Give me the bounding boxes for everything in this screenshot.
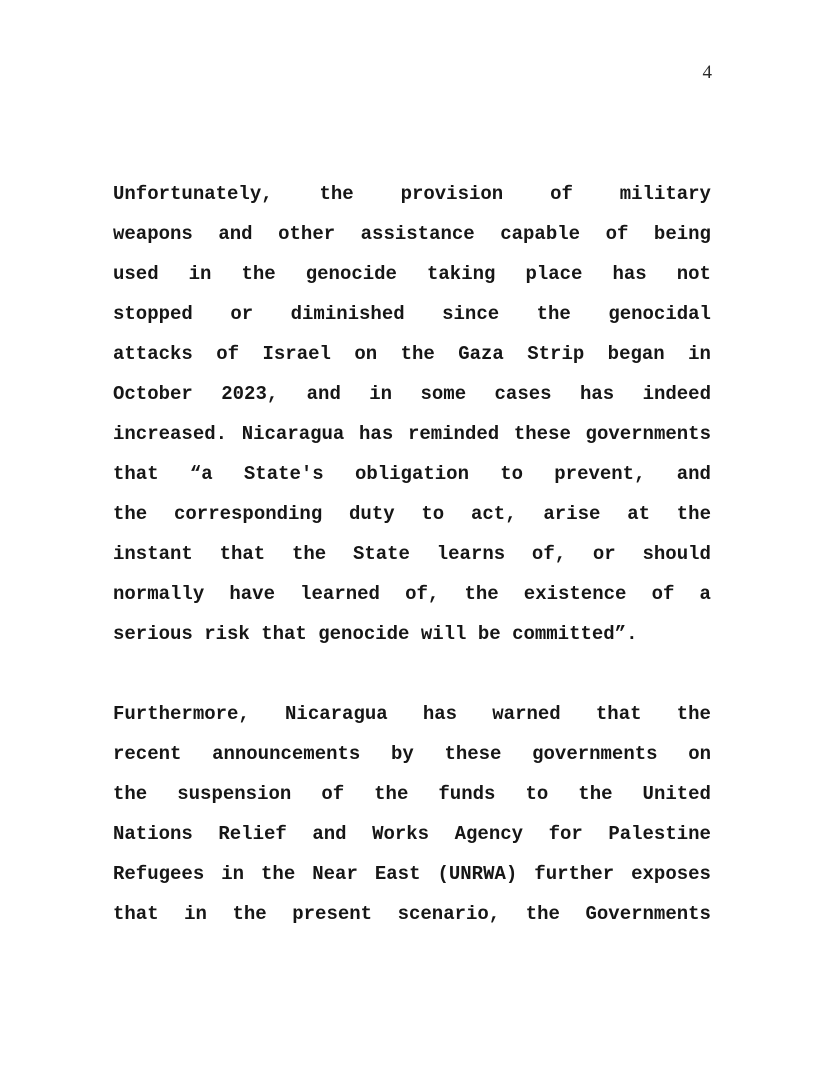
text-line (113, 774, 711, 814)
word: to (525, 783, 549, 805)
word: in (221, 863, 245, 885)
word: that (113, 463, 159, 485)
word: United (642, 783, 711, 805)
word: of (550, 183, 573, 205)
word: act, (471, 503, 517, 525)
word: genocide (305, 263, 397, 285)
text-line (113, 854, 711, 894)
word: that (113, 903, 159, 925)
word: of (216, 343, 240, 365)
word: the (113, 503, 148, 525)
word: to (421, 503, 445, 525)
word: not (676, 263, 711, 285)
word: has (422, 703, 458, 725)
word: the (232, 903, 267, 925)
word: East (374, 863, 421, 885)
word: in (688, 343, 711, 365)
word: of (321, 783, 345, 805)
word: scenario, (397, 903, 501, 925)
word: assistance (360, 223, 475, 245)
word: Strip (527, 343, 585, 365)
word: announcements (212, 743, 361, 765)
text-line (113, 694, 711, 734)
text-line (113, 174, 711, 214)
word: the (374, 783, 409, 805)
word: by (390, 743, 414, 765)
word: began (607, 343, 665, 365)
word: Nations (113, 823, 193, 845)
word: military (619, 183, 711, 205)
word: the (400, 343, 435, 365)
word: being (653, 223, 711, 245)
word: some (420, 383, 467, 405)
word: in (188, 263, 212, 285)
word: Palestine (608, 823, 711, 845)
word: the (578, 783, 613, 805)
word: diminished (290, 303, 405, 325)
text-line (113, 894, 711, 934)
word: Near (312, 863, 358, 885)
word: of (605, 223, 629, 245)
word: of, (531, 543, 567, 565)
word: that (219, 543, 266, 565)
text-line (113, 374, 711, 414)
word: attacks (113, 343, 193, 365)
word: to (500, 463, 524, 485)
word: October (113, 383, 193, 405)
text-line (113, 814, 711, 854)
word: arise (543, 503, 601, 525)
page-number: 4 (702, 62, 712, 83)
word: has (579, 383, 615, 405)
word: or (592, 543, 616, 565)
word: increased. (113, 423, 228, 445)
word: Furthermore, (113, 703, 250, 725)
word: recent (113, 743, 182, 765)
word: corresponding (174, 503, 323, 525)
word: on (354, 343, 378, 365)
word: Nicaragua (241, 423, 345, 445)
word: Unfortunately, (113, 183, 273, 205)
word: 2023, (221, 383, 279, 405)
text-line (113, 414, 711, 454)
word: the (319, 183, 354, 205)
word: has (359, 423, 394, 445)
word: other (278, 223, 336, 245)
word: these (513, 423, 571, 445)
word: should (642, 543, 711, 565)
word: of, (405, 583, 440, 605)
word: warned (492, 703, 561, 725)
word: and (306, 383, 341, 405)
word: provision (400, 183, 504, 205)
text-line (113, 294, 711, 334)
word: the (291, 543, 327, 565)
text-line (113, 494, 711, 534)
word: Israel (262, 343, 331, 365)
word: a (699, 583, 711, 605)
word: governments (532, 743, 658, 765)
word: State's (243, 463, 324, 485)
word: Nicaragua (285, 703, 388, 725)
text-line (113, 734, 711, 774)
word: learned (300, 583, 380, 605)
word: and (218, 223, 253, 245)
word: cases (494, 383, 552, 405)
word: Relief (218, 823, 287, 845)
word: that (595, 703, 642, 725)
word: Refugees (113, 863, 205, 885)
word: used (113, 263, 159, 285)
word: further (534, 863, 615, 885)
text-line (113, 534, 711, 574)
word: taking (426, 263, 496, 285)
word: since (442, 303, 500, 325)
word: the (464, 583, 499, 605)
text-line (113, 454, 711, 494)
word: weapons (113, 223, 193, 245)
word: Governments (585, 903, 711, 925)
word: instant (113, 543, 193, 565)
text-line (113, 214, 711, 254)
word: present (292, 903, 373, 925)
word: place (525, 263, 583, 285)
word: stopped (113, 303, 193, 325)
word: these (444, 743, 502, 765)
word: State (352, 543, 410, 565)
word: of (651, 583, 675, 605)
word: capable (500, 223, 581, 245)
word: “a (189, 463, 213, 485)
word: normally (113, 583, 205, 605)
word: existence (523, 583, 627, 605)
word: the (261, 863, 296, 885)
text-line (113, 254, 711, 294)
word: Gaza (458, 343, 504, 365)
text-line (113, 334, 711, 374)
word: suspension (177, 783, 292, 805)
word: have (229, 583, 275, 605)
word: indeed (642, 383, 711, 405)
word: funds (438, 783, 496, 805)
paragraph (113, 694, 711, 934)
text-block (113, 174, 711, 934)
text-line (113, 574, 711, 614)
word: exposes (631, 863, 711, 885)
word: has (612, 263, 647, 285)
paragraph (113, 174, 711, 654)
word: Works (372, 823, 430, 845)
word: the (676, 703, 711, 725)
word: and (676, 463, 711, 485)
word: prevent, (554, 463, 646, 485)
text-line: serious risk that genocide will be committed”. (113, 623, 638, 645)
word: Agency (454, 823, 524, 845)
word: at (627, 503, 650, 525)
word: (UNRWA) (437, 863, 518, 885)
word: in (369, 383, 393, 405)
word: the (241, 263, 276, 285)
word: on (688, 743, 711, 765)
word: duty (349, 503, 395, 525)
word: obligation (354, 463, 469, 485)
word: genocidal (608, 303, 711, 325)
word: learns (436, 543, 506, 565)
word: governments (585, 423, 711, 445)
word: and (312, 823, 347, 845)
word: in (184, 903, 207, 925)
word: reminded (407, 423, 500, 445)
word: the (525, 903, 560, 925)
word: the (676, 503, 711, 525)
word: or (230, 303, 254, 325)
word: for (548, 823, 583, 845)
word: the (113, 783, 148, 805)
word: the (536, 303, 571, 325)
